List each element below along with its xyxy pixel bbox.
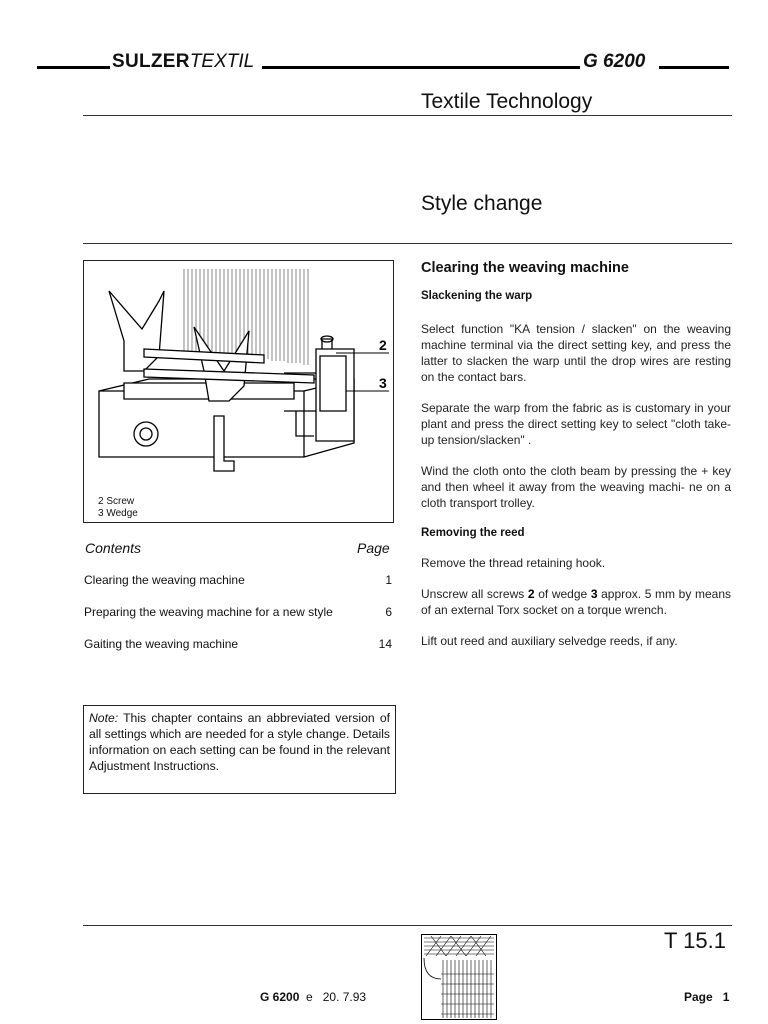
header-rule-right	[659, 66, 729, 69]
note-box	[83, 705, 396, 794]
toc-page: 14	[378, 637, 392, 651]
divider-2	[83, 243, 732, 244]
fabric-weave-logo	[421, 934, 497, 1020]
footer-page-label: Page	[684, 990, 713, 1004]
toc-page: 6	[385, 605, 392, 619]
footer-lang-date: e 20. 7.93	[299, 990, 367, 1004]
divider-1	[83, 115, 732, 116]
note-text: This chapter contains an abbreviated version of all settings which are needed for a style change. Details information on each setting can be found in the relevant Adjustment Instructions.	[89, 711, 390, 773]
contents-page-heading: Page	[357, 540, 390, 556]
p5-part-a: Unscrew all screws	[421, 587, 528, 601]
note-label: Note:	[89, 711, 119, 725]
brand-logo	[112, 52, 254, 72]
legend-screw: 2 Screw	[98, 496, 135, 507]
brand-italic: TEXTIL	[189, 51, 255, 72]
toc-title: Gaiting the weaving machine	[84, 637, 239, 651]
paragraph-4: Remove the thread retaining hook.	[421, 556, 606, 570]
paragraph-6: Lift out reed and auxiliary selvedge reeds, if any.	[421, 634, 678, 648]
toc-title: Clearing the weaving machine	[84, 573, 245, 587]
toc-title: Preparing the weaving machine for a new style	[84, 605, 333, 619]
figure-box	[83, 260, 394, 523]
p5-wedge-ref: 3	[590, 587, 598, 601]
footer-page	[684, 990, 729, 1004]
brand-bold: SULZER	[112, 51, 190, 72]
header-rule-middle	[262, 66, 580, 69]
footer-divider	[83, 925, 732, 926]
section-subtitle: Style change	[421, 192, 543, 215]
contents-heading: Contents	[85, 540, 142, 556]
header-rule-left	[37, 66, 110, 69]
subheading-removing-reed: Removing the reed	[421, 527, 525, 539]
weaving-machine-illustration	[84, 261, 393, 522]
legend-wedge: 3 Wedge	[98, 508, 138, 519]
paragraph-3: Wind the cloth onto the cloth beam by pressing the + key and then wheel it away from the weaving machi- ne on a cloth transport trolley.	[421, 464, 731, 510]
p5-part-e: approx. 5 mm by means of an external Torx socket on a torque wrench.	[421, 587, 731, 617]
body-column	[421, 258, 731, 664]
footer-model-date	[260, 990, 366, 1004]
callout-3: 3	[379, 375, 387, 391]
header-model: G 6200	[583, 51, 646, 72]
footer-page-number: 1	[722, 990, 730, 1004]
p5-part-c: of wedge	[534, 587, 591, 601]
document-code: T 15.1	[664, 928, 726, 953]
footer-model: G 6200	[260, 990, 300, 1004]
paragraph-5	[421, 586, 731, 618]
paragraph-2: Separate the warp from the fabric as is customary in your plant and press the direct setting key to select "cloth take-up tension/slacken" .	[421, 401, 731, 447]
p5-screw-ref: 2	[527, 587, 535, 601]
toc-page: 1	[385, 573, 392, 587]
callout-2: 2	[379, 337, 387, 353]
subheading-slackening: Slackening the warp	[421, 290, 533, 302]
body-heading: Clearing the weaving machine	[421, 260, 629, 276]
paragraph-1: Select function "KA tension / slacken" on the weaving machine terminal via the direct setting key, and press the latter to slacken the warp until the drop wires are resting on the contact bars.	[421, 322, 731, 384]
section-title: Textile Technology	[421, 90, 593, 113]
